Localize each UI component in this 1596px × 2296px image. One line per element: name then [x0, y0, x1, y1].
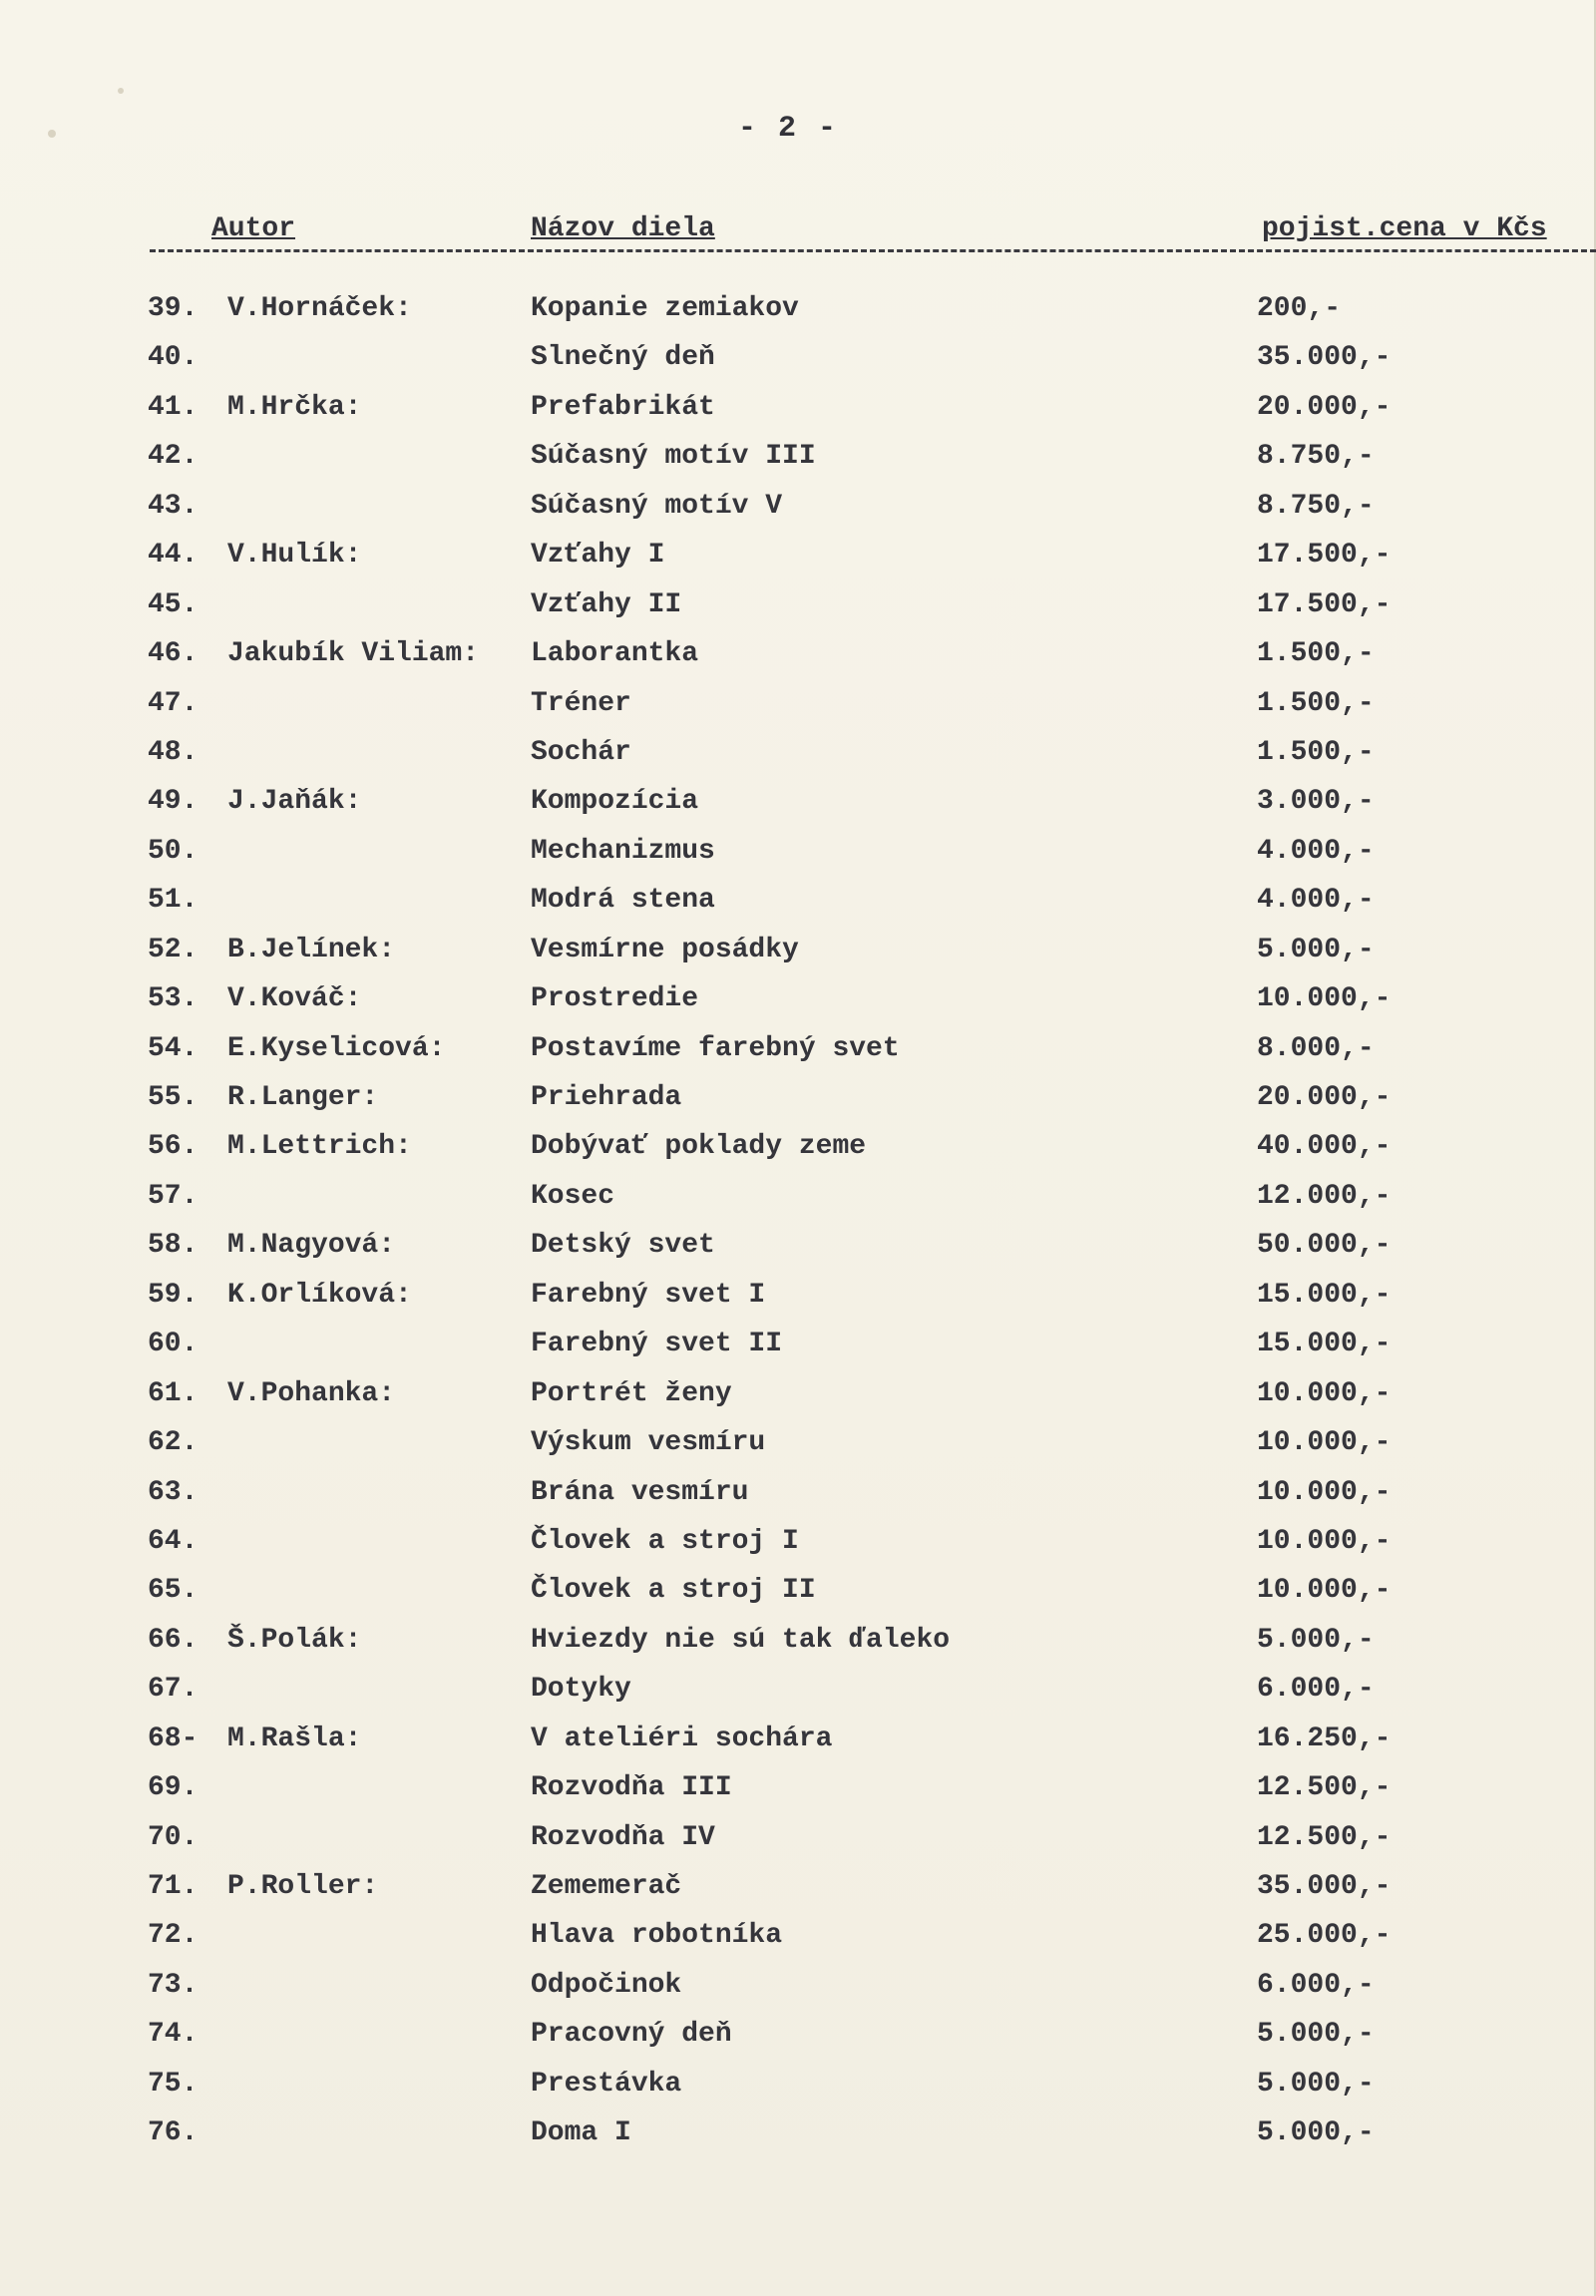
row-number: 70. [148, 1821, 199, 1853]
row-number: 66. [148, 1624, 199, 1656]
row-title: Človek a stroj II [531, 1575, 816, 1607]
list-item [0, 1621, 1596, 1670]
row-price: 35.000,- [1257, 1871, 1392, 1902]
row-number: 72. [148, 1920, 199, 1952]
list-item [0, 487, 1596, 536]
row-author: V.Hornáček: [227, 293, 412, 324]
row-title: Pracovný deň [531, 2019, 732, 2051]
row-title: Prostredie [531, 983, 699, 1015]
row-price: 4.000,- [1257, 835, 1375, 867]
row-title: Vzťahy II [531, 588, 682, 620]
list-item [0, 1177, 1596, 1226]
row-number: 46. [148, 638, 199, 670]
row-price: 15.000,- [1257, 1329, 1392, 1360]
row-number: 64. [148, 1525, 199, 1557]
row-price: 6.000,- [1257, 1969, 1375, 2001]
row-author: B.Jelínek: [227, 934, 396, 965]
row-price: 10.000,- [1257, 1427, 1392, 1459]
row-price: 5.000,- [1257, 934, 1375, 965]
list-item [0, 881, 1596, 930]
list-item [0, 338, 1596, 387]
list-item [0, 1966, 1596, 2015]
paper-spot [118, 88, 124, 94]
row-price: 8.750,- [1257, 490, 1375, 522]
list-item [0, 1325, 1596, 1373]
list-item [0, 782, 1596, 831]
row-title: Detský svet [531, 1230, 715, 1262]
row-number: 61. [148, 1377, 199, 1409]
row-author: V.Hulík: [227, 540, 362, 572]
row-title: Slnečný deň [531, 342, 715, 374]
row-number: 48. [148, 736, 199, 768]
row-price: 50.000,- [1257, 1230, 1392, 1262]
header-author: Autor [211, 213, 296, 244]
row-number: 65. [148, 1575, 199, 1607]
row-number: 55. [148, 1082, 199, 1113]
row-number: 44. [148, 540, 199, 572]
header-divider [150, 249, 1596, 252]
row-title: Zememerač [531, 1871, 682, 1902]
row-number: 45. [148, 588, 199, 620]
row-author: K.Orlíková: [227, 1279, 412, 1311]
row-author: R.Langer: [227, 1082, 379, 1113]
row-price: 8.750,- [1257, 441, 1375, 473]
row-title: Mechanizmus [531, 835, 715, 867]
artwork-list [0, 289, 1596, 2163]
row-title: Tréner [531, 687, 631, 719]
row-number: 42. [148, 441, 199, 473]
row-author: Jakubík Viliam: [227, 638, 480, 670]
row-price: 10.000,- [1257, 983, 1392, 1015]
list-item [0, 1867, 1596, 1916]
list-item [0, 2065, 1596, 2113]
list-item [0, 1818, 1596, 1867]
row-price: 10.000,- [1257, 1525, 1392, 1557]
list-item [0, 1768, 1596, 1817]
list-item [0, 1374, 1596, 1423]
row-title: Doma I [531, 2117, 631, 2149]
row-number: 75. [148, 2068, 199, 2100]
list-item [0, 2113, 1596, 2162]
list-item [0, 1916, 1596, 1965]
paper-spot [48, 130, 56, 138]
row-price: 16.250,- [1257, 1722, 1392, 1754]
row-title: Modrá stena [531, 885, 715, 917]
row-author: M.Nagyová: [227, 1230, 396, 1262]
row-title: Rozvodňa IV [531, 1821, 715, 1853]
row-price: 1.500,- [1257, 687, 1375, 719]
row-price: 200,- [1257, 293, 1342, 324]
list-item [0, 1522, 1596, 1571]
list-item [0, 437, 1596, 486]
list-item [0, 634, 1596, 683]
list-item [0, 832, 1596, 881]
row-number: 62. [148, 1427, 199, 1459]
list-item [0, 289, 1596, 338]
list-item [0, 1473, 1596, 1522]
row-price: 1.500,- [1257, 638, 1375, 670]
header-title: Názov diela [531, 213, 715, 244]
row-number: 58. [148, 1230, 199, 1262]
list-item [0, 1226, 1596, 1275]
row-author: Š.Polák: [227, 1624, 362, 1656]
row-number: 40. [148, 342, 199, 374]
list-item [0, 536, 1596, 584]
row-author: E.Kyselicová: [227, 1032, 446, 1064]
row-price: 15.000,- [1257, 1279, 1392, 1311]
row-title: Rozvodňa III [531, 1772, 732, 1804]
row-author: V.Pohanka: [227, 1377, 396, 1409]
row-title: Prestávka [531, 2068, 682, 2100]
row-price: 17.500,- [1257, 540, 1392, 572]
row-title: Brána vesmíru [531, 1476, 749, 1508]
row-price: 35.000,- [1257, 342, 1392, 374]
row-price: 10.000,- [1257, 1377, 1392, 1409]
list-item [0, 1720, 1596, 1768]
list-item [0, 1276, 1596, 1325]
row-price: 12.500,- [1257, 1821, 1392, 1853]
row-number: 53. [148, 983, 199, 1015]
row-title: Prefabrikát [531, 391, 715, 423]
row-number: 74. [148, 2019, 199, 2051]
row-number: 63. [148, 1476, 199, 1508]
row-number: 50. [148, 835, 199, 867]
row-number: 54. [148, 1032, 199, 1064]
row-title: Kopanie zemiakov [531, 293, 799, 324]
row-price: 40.000,- [1257, 1131, 1392, 1163]
row-number: 57. [148, 1180, 199, 1212]
row-author: V.Kováč: [227, 983, 362, 1015]
row-number: 47. [148, 687, 199, 719]
row-number: 43. [148, 490, 199, 522]
row-title: Hlava robotníka [531, 1920, 783, 1952]
row-number: 71. [148, 1871, 199, 1902]
row-title: Vzťahy I [531, 540, 665, 572]
row-title: Farebný svet II [531, 1329, 783, 1360]
row-price: 5.000,- [1257, 1624, 1375, 1656]
row-price: 1.500,- [1257, 736, 1375, 768]
row-author: M.Lettrich: [227, 1131, 412, 1163]
row-price: 4.000,- [1257, 885, 1375, 917]
row-title: Výskum vesmíru [531, 1427, 766, 1459]
list-item [0, 1423, 1596, 1472]
row-price: 25.000,- [1257, 1920, 1392, 1952]
row-title: Laborantka [531, 638, 699, 670]
row-number: 56. [148, 1131, 199, 1163]
row-title: Farebný svet I [531, 1279, 766, 1311]
row-price: 12.000,- [1257, 1180, 1392, 1212]
row-number: 73. [148, 1969, 199, 2001]
row-number: 49. [148, 786, 199, 818]
row-title: Kompozícia [531, 786, 699, 818]
list-item [0, 979, 1596, 1028]
row-price: 20.000,- [1257, 391, 1392, 423]
row-price: 12.500,- [1257, 1772, 1392, 1804]
row-price: 5.000,- [1257, 2117, 1375, 2149]
row-title: V ateliéri sochára [531, 1722, 833, 1754]
row-price: 10.000,- [1257, 1476, 1392, 1508]
row-title: Človek a stroj I [531, 1525, 799, 1557]
row-author: J.Jaňák: [227, 786, 362, 818]
row-title: Súčasný motív V [531, 490, 783, 522]
list-item [0, 1127, 1596, 1176]
row-title: Dotyky [531, 1674, 631, 1706]
row-number: 68- [148, 1722, 199, 1754]
row-author: M.Rašla: [227, 1722, 362, 1754]
row-title: Odpočinok [531, 1969, 682, 2001]
row-price: 5.000,- [1257, 2019, 1375, 2051]
row-title: Portrét ženy [531, 1377, 732, 1409]
row-number: 67. [148, 1674, 199, 1706]
list-item [0, 585, 1596, 634]
row-number: 59. [148, 1279, 199, 1311]
row-number: 52. [148, 934, 199, 965]
row-title: Vesmírne posádky [531, 934, 799, 965]
row-number: 41. [148, 391, 199, 423]
row-title: Sochár [531, 736, 631, 768]
row-title: Súčasný motív III [531, 441, 816, 473]
row-number: 39. [148, 293, 199, 324]
row-title: Postavíme farebný svet [531, 1032, 900, 1064]
list-item [0, 733, 1596, 782]
row-number: 60. [148, 1329, 199, 1360]
list-item [0, 2015, 1596, 2064]
row-author: P.Roller: [227, 1871, 379, 1902]
list-item [0, 1571, 1596, 1620]
row-title: Dobývať poklady zeme [531, 1131, 867, 1163]
row-price: 6.000,- [1257, 1674, 1375, 1706]
list-item [0, 388, 1596, 437]
row-number: 69. [148, 1772, 199, 1804]
row-title: Hviezdy nie sú tak ďaleko [531, 1624, 951, 1656]
row-price: 8.000,- [1257, 1032, 1375, 1064]
list-item [0, 931, 1596, 979]
row-price: 10.000,- [1257, 1575, 1392, 1607]
page-number: - 2 - [737, 112, 838, 146]
list-item [0, 1078, 1596, 1127]
row-price: 20.000,- [1257, 1082, 1392, 1113]
header-price: pojist.cena v Kčs [1262, 213, 1547, 244]
list-item [0, 1029, 1596, 1078]
list-item [0, 1670, 1596, 1719]
list-item [0, 684, 1596, 733]
row-price: 5.000,- [1257, 2068, 1375, 2100]
row-number: 51. [148, 885, 199, 917]
row-number: 76. [148, 2117, 199, 2149]
row-price: 17.500,- [1257, 588, 1392, 620]
row-title: Priehrada [531, 1082, 682, 1113]
row-price: 3.000,- [1257, 786, 1375, 818]
table-header [0, 213, 1596, 253]
row-author: M.Hrčka: [227, 391, 362, 423]
row-title: Kosec [531, 1180, 615, 1212]
